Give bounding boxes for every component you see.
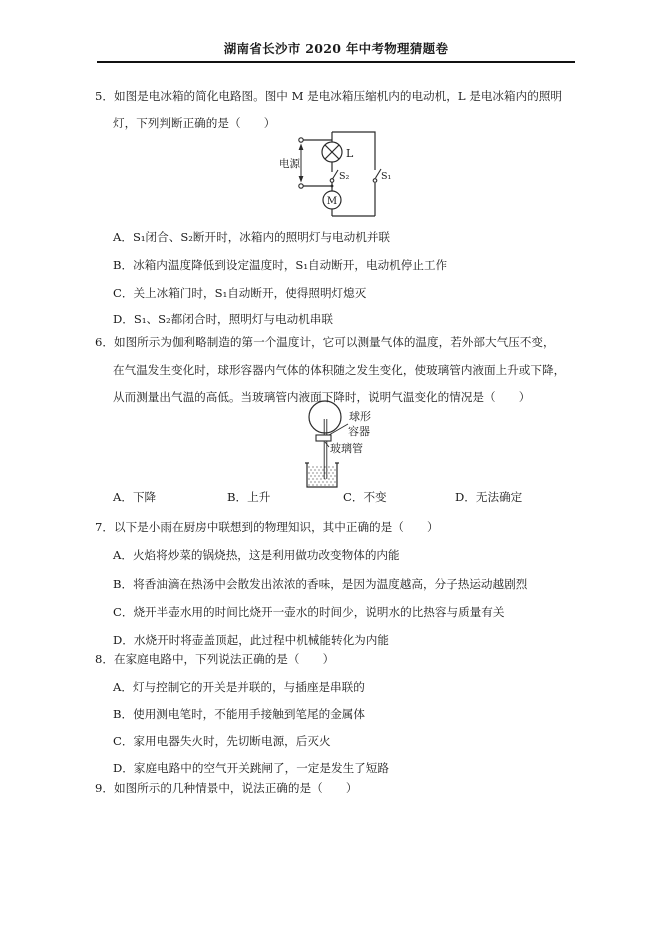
q5-option-b: B．冰箱内温度降低到设定温度时，S₁自动断开，电动机停止工作 [113,258,448,272]
q5-stem-line-2: 灯，下列判断正确的是（ ） [113,116,276,130]
q6-thermometer-figure [293,399,398,491]
junction-node [331,185,334,188]
header-rule [97,61,575,63]
tube-collar [316,435,331,441]
beaker-icon [305,463,339,487]
q8-option-a: A．灯与控制它的开关是并联的，与插座是串联的 [113,680,365,694]
switch-s1-icon [373,169,381,182]
q8-option-c: C．家用电器失火时，先切断电源，后灭火 [113,734,331,748]
q5-option-a: A．S₁闭合、S₂断开时，冰箱内的照明灯与电动机并联 [113,230,391,244]
q7-option-a: A．火焰将炒菜的锅烧热，这是利用做功改变物体的内能 [113,548,400,562]
sphere-label-line1: 球形 [349,410,371,423]
q5-stem-line-1: 5．如图是电冰箱的简化电路图。图中 M 是电冰箱压缩机内的电动机，L 是电冰箱内的照明 [95,89,562,103]
q7-option-c: C．烧开半壶水用的时间比烧开一壶水的时间少，说明水的比热容与质量有关 [113,605,505,619]
q6-stem-line-2: 在气温发生变化时，球形容器内气体的体积随之发生变化，使玻璃管内液面上升或下降， [113,363,566,377]
q8-option-d: D．家庭电路中的空气开关跳闸了，一定是发生了短路 [113,761,389,775]
q7-option-b: B．将香油滴在热汤中会散发出浓浓的香味，是因为温度越高，分子热运动越剧烈 [113,577,528,591]
q5-option-c: C．关上冰箱门时，S₁自动断开，使得照明灯熄灭 [113,286,367,300]
switch-s1-label: S₁ [381,171,392,182]
q7-stem-line-1: 7．以下是小雨在厨房中联想到的物理知识，其中正确的是（ ） [95,520,439,534]
sphere-label-line2: 容器 [348,425,370,438]
q6-option-b: B．上升 [227,490,271,504]
motor-label: M [326,196,338,207]
page-title: 湖南省长沙市 2020 年中考物理猜题卷 [223,41,449,56]
switch-s2-label: S₂ [339,171,350,182]
switch-s2-icon [330,170,338,182]
liquid-stipple [308,466,335,485]
q6-option-d: D．无法确定 [455,490,523,504]
tube-label: 玻璃管 [330,442,363,455]
q5-option-d: D．S₁、S₂都闭合时，照明灯与电动机串联 [113,312,333,326]
lamp-label: L [346,147,354,160]
q6-stem-line-3: 从而测量出气温的高低。当玻璃管内液面下降时，说明气温变化的情况是（ ） [113,390,531,404]
q5-circuit-figure [268,128,398,223]
q6-option-a: A．下降 [113,490,157,504]
q8-stem-line-1: 8．在家庭电路中，下列说法正确的是（ ） [95,652,335,666]
q6-option-c: C．不变 [343,490,387,504]
power-label: 电源 [279,158,300,170]
q6-stem-line-1: 6．如图所示为伽利略制造的第一个温度计，它可以测量气体的温度，若外部大气压不变， [95,335,555,349]
q8-option-b: B．使用测电笔时，不能用手接触到笔尾的金属体 [113,707,365,721]
lamp-icon [322,142,342,162]
q7-option-d: D．水烧开时将壶盖顶起，此过程中机械能转化为内能 [113,633,389,647]
sphere-icon [309,401,341,433]
q9-stem-line-1: 9．如图所示的几种情景中，说法正确的是（ ） [95,781,358,795]
